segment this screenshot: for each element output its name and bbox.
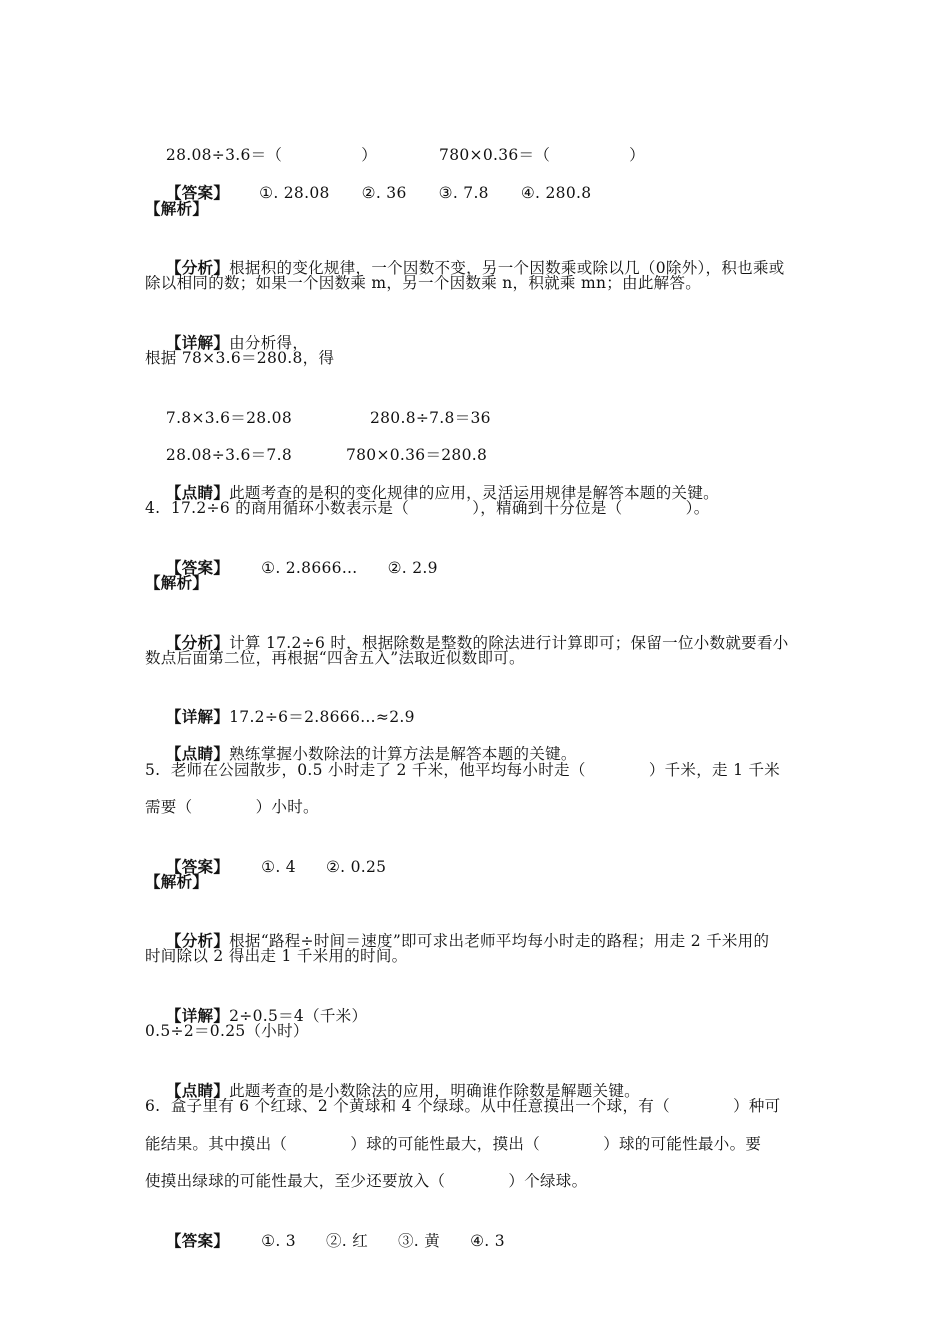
- q5-question-line1: 5. 老师在公园散步，0.5 小时走了 2 千米，他平均每小时走（ ）千米，走 1 千米: [145, 761, 781, 779]
- answer-tag: 【答案】: [165, 558, 230, 577]
- xiangjie-text: 2÷0.5＝4（千米）: [229, 1007, 368, 1025]
- fenxi-tag: 【分析】: [165, 633, 230, 652]
- dianjing-tag: 【点睛】: [165, 1081, 230, 1100]
- answer-item: ②. 2.9: [387, 559, 438, 577]
- answer-item: ④. 280.8: [520, 184, 592, 202]
- answer-item: ③. 7.8: [438, 184, 489, 202]
- analysis-tag: 【解析】: [145, 872, 209, 891]
- xiangjie-tag: 【详解】: [165, 1006, 230, 1025]
- q5-fenxi-line2: 时间除以 2 得出走 1 千米用的时间。: [145, 947, 408, 965]
- answer-item: ②. 红: [325, 1232, 368, 1250]
- analysis-tag: 【解析】: [145, 199, 209, 218]
- dianjing-text: 此题考查的是积的变化规律的应用，灵活运用规律是解答本题的关键。: [229, 484, 719, 502]
- calc: 780×0.36＝280.8: [345, 446, 488, 464]
- answer-item: ③. 黄: [398, 1232, 441, 1250]
- fenxi-text: 根据积的变化规律，一个因数不变，另一个因数乘或除以几（0除外），积也乘或: [229, 259, 785, 277]
- dianjing-tag: 【点睛】: [165, 744, 230, 763]
- answer-item: ②. 36: [361, 184, 407, 202]
- answer-tag: 【答案】: [165, 1231, 230, 1250]
- xiangjie-tag: 【详解】: [165, 333, 230, 352]
- calc: 280.8÷7.8＝36: [369, 409, 491, 427]
- dianjing-text: 此题考查的是小数除法的应用，明确谁作除数是解题关键。: [229, 1082, 640, 1100]
- answer-item: ④. 3: [470, 1232, 505, 1250]
- analysis-tag: 【解析】: [145, 573, 209, 592]
- calc: 7.8×3.6＝28.08: [165, 409, 292, 427]
- answer-item: ①. 2.8666…: [261, 559, 358, 577]
- answer-tag: 【答案】: [165, 857, 230, 876]
- answer-item: ①. 3: [261, 1232, 296, 1250]
- xiangjie-text: 由分析得，: [229, 334, 309, 352]
- xiangjie-text: 17.2÷6＝2.8666…≈2.9: [229, 708, 415, 726]
- calc: 28.08÷3.6＝7.8: [165, 446, 292, 464]
- equation-1: 28.08÷3.6＝（ ）: [165, 146, 378, 164]
- q6-answer-row: [145, 1208, 505, 1274]
- fenxi-text: 根据“路程÷时间＝速度”即可求出老师平均每小时走的路程；用走 2 千米用的: [229, 932, 770, 950]
- q4-question: 4. 17.2÷6 的商用循环小数表示是（ ），精确到十分位是（ ）。: [145, 499, 710, 517]
- q6-question-line1: 6. 盒子里有 6 个红球、2 个黄球和 4 个绿球。从中任意摸出一个球，有（ ）种可: [145, 1097, 781, 1115]
- q4-fenxi-line2: 数点后面第二位，再根据“四舍五入”法取近似数即可。: [145, 649, 525, 667]
- q6-question-line2: 能结果。其中摸出（ ）球的可能性最大，摸出（ ）球的可能性最小。要: [145, 1135, 762, 1153]
- fenxi-tag: 【分析】: [165, 931, 230, 950]
- fenxi-text: 计算 17.2÷6 时，根据除数是整数的除法进行计算即可；保留一位小数就要看小: [229, 634, 789, 652]
- q6-question-line3: 使摸出绿球的可能性最大，至少还要放入（ ）个绿球。: [145, 1172, 588, 1190]
- answer-item: ①. 4: [261, 858, 296, 876]
- xiangjie-tag: 【详解】: [165, 707, 230, 726]
- fenxi-tag: 【分析】: [165, 258, 230, 277]
- dianjing-tag: 【点睛】: [165, 483, 230, 502]
- q5-question-line2: 需要（ ）小时。: [145, 798, 319, 816]
- q3-xiangjie-line2: 根据 78×3.6＝280.8，得: [145, 349, 335, 367]
- answer-item: ②. 0.25: [325, 858, 387, 876]
- answer-item: ①. 28.08: [259, 184, 330, 202]
- q3-answer-row: [145, 160, 591, 226]
- dianjing-text: 熟练掌握小数除法的计算方法是解答本题的关键。: [229, 745, 577, 763]
- q3-fenxi-line2: 除以相同的数；如果一个因数乘 m，另一个因数乘 n，积就乘 mn；由此解答。: [145, 274, 702, 292]
- q5-xiangjie-line2: 0.5÷2＝0.25（小时）: [145, 1022, 309, 1040]
- answer-tag: 【答案】: [165, 183, 230, 202]
- equation-2: 780×0.36＝（ ）: [439, 146, 645, 164]
